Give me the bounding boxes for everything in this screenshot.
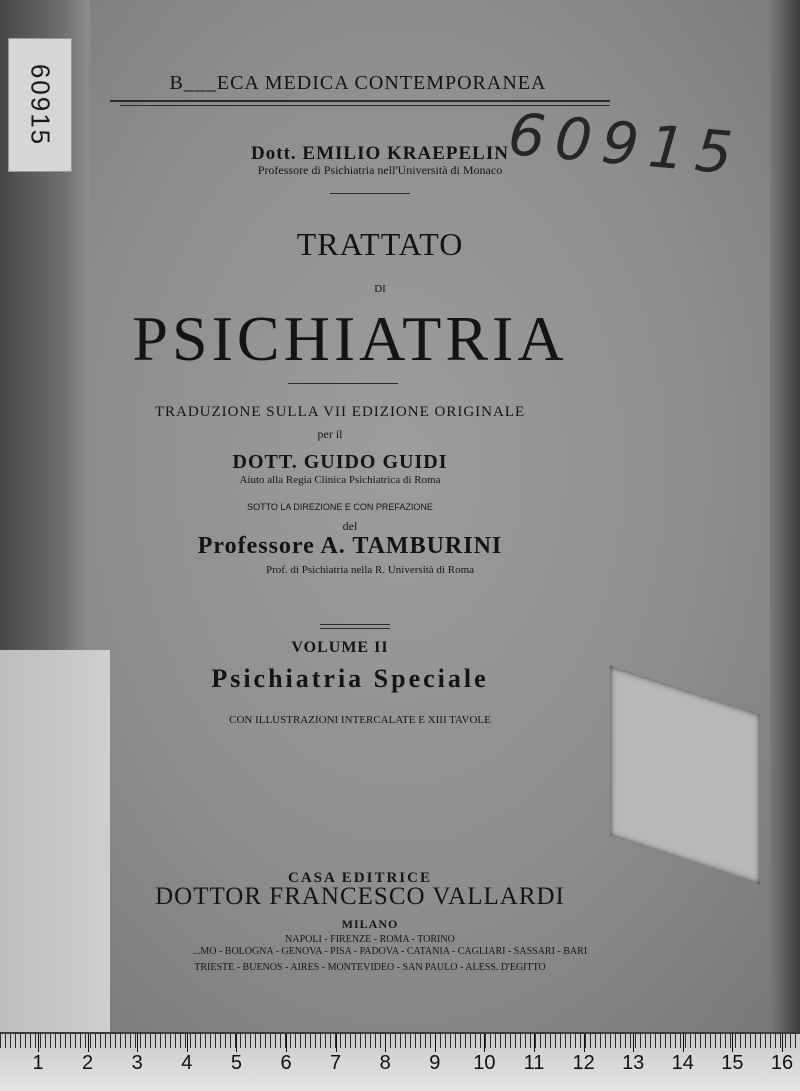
ruler-number: 9	[429, 1052, 441, 1074]
ruler-number: 13	[622, 1052, 645, 1074]
author-name: Dott. EMILIO KRAEPELIN	[251, 143, 509, 164]
torn-lower-left-paper	[0, 650, 110, 1035]
ruler-major-tick	[782, 1034, 783, 1052]
ruler-major-tick	[683, 1034, 684, 1052]
publisher-line1: CASA EDITRICE	[288, 870, 432, 886]
ruler-number: 14	[671, 1052, 694, 1074]
publisher-name: DOTTOR FRANCESCO VALLARDI	[155, 883, 565, 910]
right-spine-edge	[770, 0, 800, 1035]
divider	[330, 193, 410, 194]
per-il: per il	[317, 427, 343, 441]
ruler-ticks	[0, 1034, 800, 1048]
director-name: Professore A. TAMBURINI	[197, 533, 503, 559]
stamp-number: 60915	[25, 63, 56, 147]
ruler-major-tick	[336, 1034, 337, 1052]
publisher-branches-2: ...MO - BOLOGNA - GENOVA - PISA - PADOVA - CATANIA - CAGLIARI - SASSARI - BARI	[192, 946, 588, 957]
del-label: del	[342, 519, 358, 533]
ruler-major-tick	[385, 1034, 386, 1052]
ruler-number: 5	[230, 1052, 242, 1074]
direction-note: SOTTO LA DIREZIONE E CON PREFAZIONE	[247, 502, 433, 512]
ruler-major-tick	[88, 1034, 89, 1052]
ruler-major-tick	[137, 1034, 138, 1052]
translator-affiliation: Aiuto alla Regia Clinica Psichiatrica di Roma	[239, 474, 441, 486]
ruler-number: 12	[572, 1052, 595, 1074]
title-divider	[288, 383, 398, 384]
ruler-number: 7	[330, 1052, 342, 1074]
ruler-number: 15	[721, 1052, 744, 1074]
ruler-major-tick	[633, 1034, 634, 1052]
measurement-ruler	[0, 1032, 800, 1091]
series-rule	[110, 100, 610, 102]
library-stamp-label	[8, 38, 72, 172]
ruler-number: 4	[181, 1052, 193, 1074]
ruler-number: 3	[131, 1052, 143, 1074]
ruler-number: 11	[523, 1052, 545, 1074]
title-di: DI	[374, 283, 386, 295]
publisher-branches-1: NAPOLI - FIRENZE - ROMA - TORINO	[285, 934, 455, 945]
publisher-branches-3: TRIESTE - BUENOS - AIRES - MONTEVIDEO - SAN PAULO - ALESS. D'EGITTO	[194, 962, 546, 973]
main-title: PSICHIATRIA	[132, 303, 568, 374]
ruler-number: 6	[280, 1052, 292, 1074]
ruler-number: 2	[82, 1052, 94, 1074]
volume-number: VOLUME II	[291, 639, 389, 656]
publisher-city: MILANO	[341, 917, 399, 931]
ruler-major-tick	[435, 1034, 436, 1052]
ruler-major-tick	[187, 1034, 188, 1052]
ruler-major-tick	[584, 1034, 585, 1052]
ruler-major-tick	[286, 1034, 287, 1052]
series-title: B___ECA MEDICA CONTEMPORANEA	[169, 72, 547, 94]
ruler-major-tick	[484, 1034, 485, 1052]
ruler-major-tick	[534, 1034, 535, 1052]
ruler-number: 8	[379, 1052, 391, 1074]
volume-title: Psichiatria Speciale	[211, 664, 489, 693]
ruler-number: 1	[32, 1052, 44, 1074]
handwritten-number: 60915	[505, 99, 746, 189]
ruler-major-tick	[38, 1034, 39, 1052]
ruler-number: 16	[770, 1052, 794, 1074]
ruler-number: 10	[473, 1052, 496, 1074]
director-affiliation: Prof. di Psichiatria nella R. Università di Roma	[265, 564, 475, 576]
torn-paper-flap	[610, 666, 760, 885]
volume-divider-2	[320, 628, 390, 629]
volume-divider	[320, 624, 390, 625]
author-affiliation: Professore di Psichiatria nell'Università di Monaco	[257, 163, 503, 177]
ruler-major-tick	[236, 1034, 237, 1052]
ruler-major-tick	[732, 1034, 733, 1052]
title-line1: TRATTATO	[296, 226, 464, 262]
translation-line: TRADUZIONE SULLA VII EDIZIONE ORIGINALE	[154, 404, 526, 420]
series-rule-thin	[120, 105, 610, 106]
volume-subtitle: CON ILLUSTRAZIONI INTERCALATE E XIII TAVOLE	[229, 714, 491, 726]
translator-name: DOTT. GUIDO GUIDI	[232, 451, 448, 473]
